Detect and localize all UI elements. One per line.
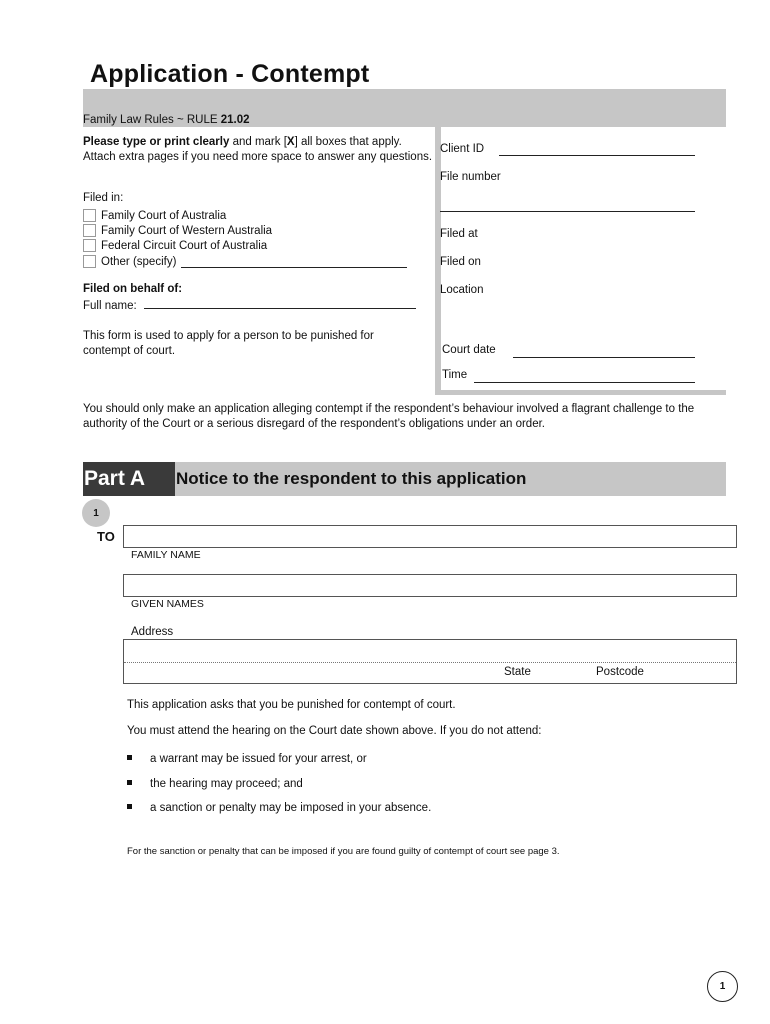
list-item: a sanction or penalty may be imposed in your absence. <box>127 802 431 814</box>
given-names-input[interactable] <box>123 574 737 597</box>
page-number: 1 <box>707 971 738 1002</box>
contempt-notice: You should only make an application alleging contempt if the respondent’s behaviour involved a flagrant challenge to the authority of the Court or a serious disregard of the respondent’s obligations under an order. <box>83 403 695 430</box>
rule-reference: Family Law Rules ~ RULE 21.02 <box>83 114 250 126</box>
checkbox[interactable] <box>83 239 96 252</box>
part-title: Notice to the respondent to this application <box>176 469 527 488</box>
given-names-label: GIVEN NAMES <box>131 598 204 610</box>
location-label: Location <box>440 284 484 296</box>
to-label: TO <box>97 529 115 544</box>
application-statement: This application asks that you be punished for contempt of court. <box>127 699 456 711</box>
form-title: Application - Contempt <box>90 60 370 88</box>
court-date-label: Court date <box>442 344 496 356</box>
checkbox[interactable] <box>83 209 96 222</box>
full-name-row: Full name: <box>83 297 416 314</box>
filed-on-label: Filed on <box>440 256 481 268</box>
client-id-label: Client ID <box>440 143 485 155</box>
client-id-field[interactable] <box>499 143 695 156</box>
office-panel-border-bottom <box>435 390 726 395</box>
list-item: a warrant may be issued for your arrest, or <box>127 753 367 765</box>
question-number: 1 <box>82 499 110 527</box>
footnote: For the sanction or penalty that can be imposed if you are found guilty of contempt of court see page 3. <box>127 846 560 857</box>
time-label: Time <box>442 369 468 381</box>
file-number-label: File number <box>440 171 501 183</box>
filed-at-label: Filed at <box>440 228 478 240</box>
form-purpose: This form is used to apply for a person to be punished for contempt of court. <box>83 330 374 357</box>
state-label: State <box>504 666 531 678</box>
option-family-court-wa[interactable]: Family Court of Western Australia <box>83 223 272 238</box>
address-input[interactable] <box>123 639 737 684</box>
checkbox[interactable] <box>83 255 96 268</box>
postcode-label: Postcode <box>596 666 644 678</box>
bullet-icon <box>127 755 132 760</box>
filed-in-label: Filed in: <box>83 192 124 204</box>
file-number-field[interactable] <box>440 199 695 212</box>
court-date-field[interactable] <box>513 345 695 358</box>
list-item: the hearing may proceed; and <box>127 778 303 790</box>
family-name-input[interactable] <box>123 525 737 548</box>
full-name-field[interactable] <box>144 297 416 309</box>
address-label: Address <box>131 626 174 638</box>
part-label: Part A <box>83 462 175 496</box>
checkbox[interactable] <box>83 224 96 237</box>
filed-on-behalf-label: Filed on behalf of: <box>83 283 183 295</box>
address-divider <box>124 662 736 663</box>
option-family-court[interactable]: Family Court of Australia <box>83 208 226 223</box>
other-specify-field[interactable] <box>181 256 407 268</box>
bullet-icon <box>127 804 132 809</box>
time-field[interactable] <box>474 370 695 383</box>
option-federal-circuit-court[interactable]: Federal Circuit Court of Australia <box>83 238 267 253</box>
family-name-label: FAMILY NAME <box>131 549 201 561</box>
bullet-icon <box>127 780 132 785</box>
instructions: Please type or print clearly and mark [X] all boxes that apply. Attach extra pages if you need more space to answer any questions. <box>83 136 433 163</box>
attendance-statement: You must attend the hearing on the Court date shown above. If you do not attend: <box>127 725 542 737</box>
option-other[interactable]: Other (specify) <box>83 254 407 269</box>
